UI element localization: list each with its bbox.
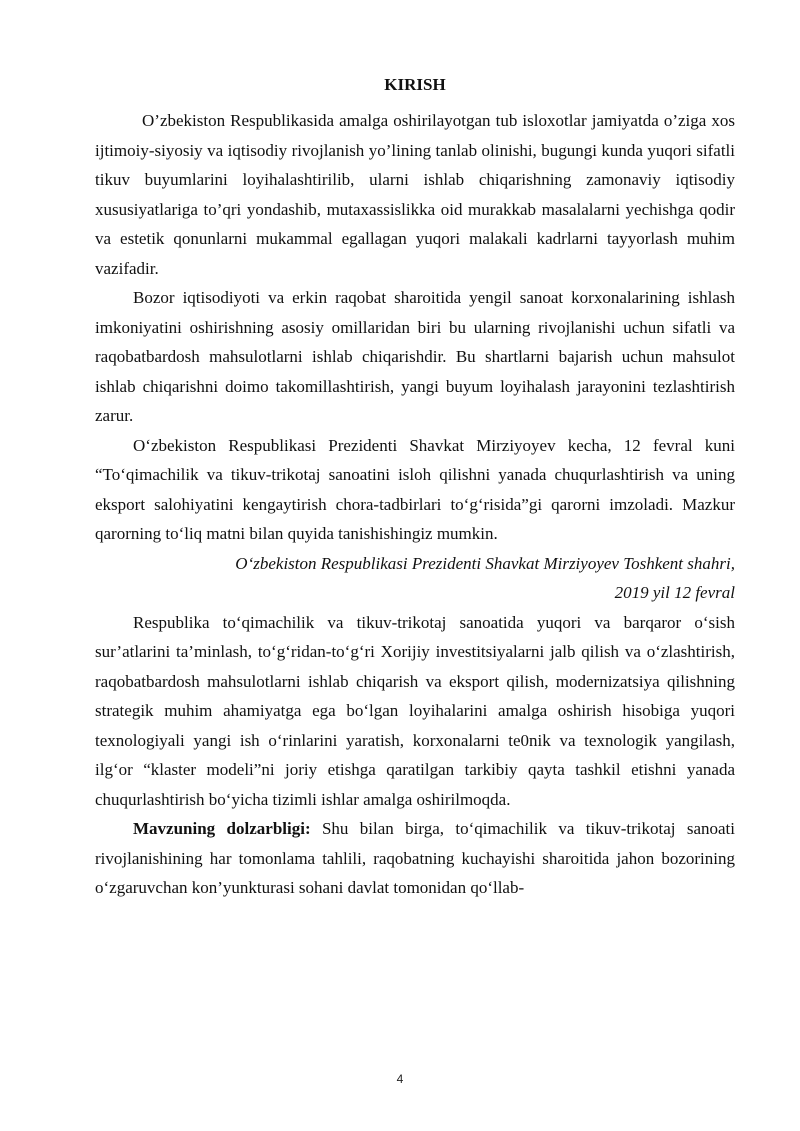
relevance-paragraph (95, 814, 735, 903)
relevance-text: Shu bilan birga, to‘qimachilik va tikuv-trikotaj sanoati rivojlanishining har tomonlama tahlili, raqobatning kuchayishi sharoitida jahon bozorining o‘zgaruvchan kon’yunkturasi sohani davlat tomonidan qo‘llab- (95, 819, 735, 897)
page-content (95, 72, 735, 903)
signature-line-date: 2019 yil 12 fevral (614, 583, 735, 602)
signature-quote (95, 549, 735, 608)
signature-line-author: O‘zbekiston Respublikasi Prezidenti Shavkat Mirziyoyev Toshkent shahri, (235, 553, 735, 573)
intro-paragraph: O’zbekiston Respublikasida amalga oshirilayotgan tub isloxotlar jamiyatda o’ziga xos ijtimoiy-siyosiy va iqtisodiy rivojlanish yo’lining tanlab olinishi, bugungi kunda yuqori sifatli tikuv buyumlarini loyihalashtirilib, ularni ishlab chiqarishning zamonaviy iqtisodiy xususiyatlariga to’qri yondashib, mutaxassislikka oid murakkab masalalarni yechishga qodir va estetik qonunlarni mukammal egallagan yuqori malakali kadrlarni tayyorlash muhim vazifadir. (95, 111, 735, 278)
market-paragraph: Bozor iqtisodiyoti va erkin raqobat sharoitida yengil sanoat korxonalarining ishlash imkoniyatini oshirishning asosiy omillaridan biri bu ularning rivojlanishi uchun sifatli va raqobatbardosh mahsulotlarni ishlab chiqarishdir. Bu shartlarni bajarish uchun mahsulot ishlab chiqarishni doimo takomillashtirish, yangi buyum loyihalash jarayonini tezlashtirish zarur. (95, 288, 735, 425)
page-number: 4 (396, 1072, 404, 1086)
industry-paragraph: Respublika to‘qimachilik va tikuv-trikotaj sanoatida yuqori va barqaror o‘sish sur’atlarini ta’minlash, to‘g‘ridan-to‘g‘ri Xorijiy investitsiyalarni jalb qilish va o‘zlashtirish, raqobatbardosh mahsulotlarni ishlab chiqarish va eksport qilish, modernizatsiya qilishning strategik muhim ahamiyatga ega bo‘lgan loyihalarini amalga oshirish hisobiga yuqori texnologiyali yangi ish o‘rinlarini yaratish, korxonalarni te0nik va texnologik yangilash, ilg‘or “klaster modeli”ni joriy etishga qaratilgan tarkibiy qayta tashkil etishni yanada chuqurlashtirish bo‘yicha tizimli ishlar amalga oshirilmoqda. (95, 612, 735, 809)
section-title: KIRISH (384, 75, 446, 94)
relevance-heading: Mavzuning dolzarbligi: (133, 819, 311, 838)
decree-paragraph: O‘zbekiston Respublikasi Prezidenti Shavkat Mirziyoyev kecha, 12 fevral kuni “To‘qimachilik va tikuv-trikotaj sanoatini isloh qilishni yanada chuqurlashtirish va uning eksport salohiyatini kengaytirish chora-tadbirlari to‘g‘risida”gi qarorni imzoladi. Mazkur qarorning to‘liq matni bilan quyida tanishishingiz mumkin. (95, 435, 735, 543)
